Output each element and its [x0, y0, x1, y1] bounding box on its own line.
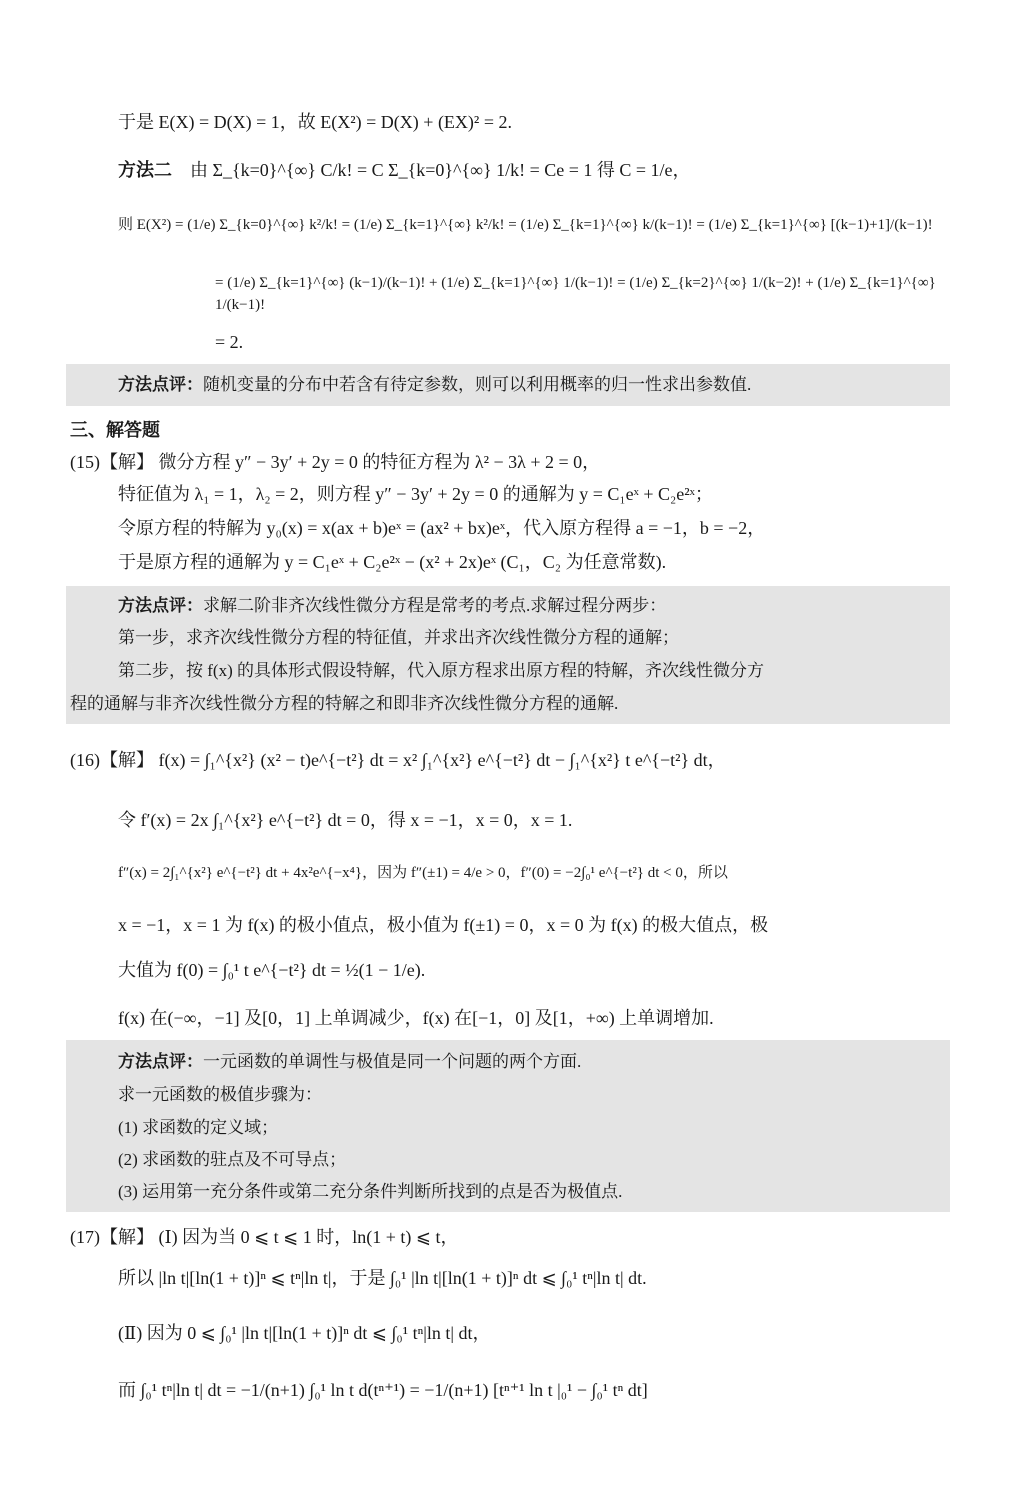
text-line: 令 f′(x) = 2x ∫₁^{x²} e^{−t²} dt = 0，得 x = −1，x = 0，x = 1.	[118, 810, 573, 830]
text-line: f″(x) = 2∫₁^{x²} e^{−t²} dt + 4x²e^{−x⁴}，因为 f″(±1) = 4/e > 0，f″(0) = −2∫₀¹ e^{−t²} dt < 0，所以	[118, 865, 728, 881]
text-line: f(x) 在(−∞，−1] 及[0，1] 上单调减少，f(x) 在[−1，0] 及[1，+∞) 上单调增加.	[118, 1008, 714, 1028]
text-line: 于是原方程的通解为 y = C₁eˣ + C₂e²ˣ − (x² + 2x)eˣ (C₁，C₂ 为任意常数).	[118, 552, 667, 572]
text-line: (16)【解】 f(x) = ∫₁^{x²} (x² − t)e^{−t²} dt = x² ∫₁^{x²} e^{−t²} dt − ∫₁^{x²} t e^{−t²} dt，	[70, 750, 726, 770]
review-line	[118, 1050, 581, 1074]
method-two-formula: 由 Σ_{k=0}^{∞} C/k! = C Σ_{k=0}^{∞} 1/k! = Ce = 1 得 C = 1/e，	[190, 160, 691, 180]
text-line: 而 ∫₀¹ tⁿ|ln t| dt = −1/(n+1) ∫₀¹ ln t d(tⁿ⁺¹) = −1/(n+1) [tⁿ⁺¹ ln t |₀¹ − ∫₀¹ tⁿ dt]	[118, 1380, 648, 1400]
text-line: x = −1，x = 1 为 f(x) 的极小值点，极小值为 f(±1) = 0，x = 0 为 f(x) 的极大值点，极	[118, 915, 769, 935]
review-line: 第二步，按 f(x) 的具体形式假设特解，代入原方程求出原方程的特解，齐次线性微分方	[118, 661, 764, 680]
review-text: 一元函数的单调性与极值是同一个问题的两个方面.	[203, 1052, 582, 1071]
text-line: 于是 E(X) = D(X) = 1，故 E(X²) = D(X) + (EX)² = 2.	[118, 112, 512, 132]
review-text: 求解二阶非齐次线性微分方程是常考的考点.求解过程分两步：	[203, 596, 667, 615]
review-line	[118, 594, 666, 618]
method-two-line	[118, 158, 691, 182]
review-text: 随机变量的分布中若含有待定参数，则可以利用概率的归一性求出参数值.	[203, 375, 752, 394]
review-label: 方法点评：	[118, 1052, 203, 1071]
formula-line: 则 E(X²) = (1/e) Σ_{k=0}^{∞} k²/k! = (1/e) Σ_{k=1}^{∞} k²/k! = (1/e) Σ_{k=1}^{∞} k/(k−1)! = (1/e) Σ_{k=1}^{∞} [(k−1)+1]/(k−1)!	[118, 217, 933, 233]
text-line: 特征值为 λ₁ = 1，λ₂ = 2，则方程 y″ − 3y′ + 2y = 0 的通解为 y = C₁eˣ + C₂e²ˣ；	[118, 484, 713, 504]
review-label: 方法点评：	[118, 375, 203, 394]
formula-line: = (1/e) Σ_{k=1}^{∞} (k−1)/(k−1)! + (1/e) Σ_{k=1}^{∞} 1/(k−1)! = (1/e) Σ_{k=2}^{∞} 1/(k−2)! + (1/e) Σ_{k=1}^{∞} 1/(k−1)!	[215, 275, 936, 313]
review-line: 第一步，求齐次线性微分方程的特征值，并求出齐次线性微分方程的通解；	[118, 628, 679, 647]
text-line: (15)【解】 微分方程 y″ − 3y′ + 2y = 0 的特征方程为 λ² − 3λ + 2 = 0，	[70, 452, 601, 472]
review-line: (1) 求函数的定义域；	[118, 1118, 279, 1137]
review-label: 方法点评：	[118, 596, 203, 615]
formula-line: = 2.	[215, 332, 244, 352]
text-line: 所以 |ln t|[ln(1 + t)]ⁿ ⩽ tⁿ|ln t|，于是 ∫₀¹ |ln t|[ln(1 + t)]ⁿ dt ⩽ ∫₀¹ tⁿ|ln t| dt.	[118, 1268, 647, 1288]
text-line: (17)【解】 (Ⅰ) 因为当 0 ⩽ t ⩽ 1 时，ln(1 + t) ⩽ t，	[70, 1227, 459, 1247]
text-line: 令原方程的特解为 y₀(x) = x(ax + b)eˣ = (ax² + bx)eˣ，代入原方程得 a = −1，b = −2，	[118, 518, 766, 538]
review-line	[118, 373, 751, 397]
review-line: 求一元函数的极值步骤为：	[118, 1085, 322, 1104]
review-line: 程的通解与非齐次线性微分方程的特解之和即非齐次线性微分方程的通解.	[70, 694, 619, 713]
text-line: 大值为 f(0) = ∫₀¹ t e^{−t²} dt = ½(1 − 1/e).	[118, 960, 426, 980]
review-line: (2) 求函数的驻点及不可导点；	[118, 1150, 347, 1169]
section-title: 三、解答题	[70, 420, 160, 440]
text-line: (Ⅱ) 因为 0 ⩽ ∫₀¹ |ln t|[ln(1 + t)]ⁿ dt ⩽ ∫₀¹ tⁿ|ln t| dt，	[118, 1323, 491, 1343]
review-line: (3) 运用第一充分条件或第二充分条件判断所找到的点是否为极值点.	[118, 1182, 623, 1201]
method-two-label: 方法二	[118, 160, 172, 180]
